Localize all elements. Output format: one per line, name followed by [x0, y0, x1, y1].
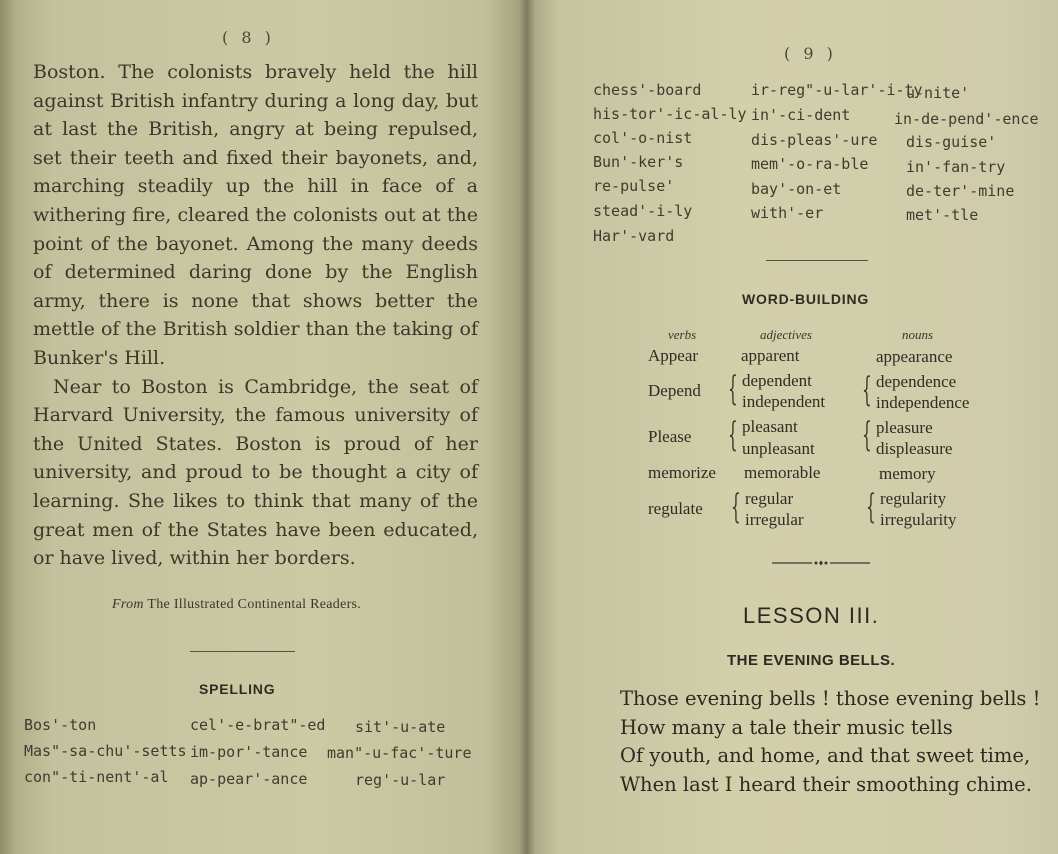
spelling-word: ir-reg"-u-lar'-i-ty — [751, 81, 923, 99]
paragraph: Boston. The colonists bravely held the hill against British infantry during a long day, but at last the British, angry at being repulsed, set their teeth and fixed their bayonets, and, marching steadily up the hill in face of a withering fire, cleared the colonists out at the point of the bayonet. Among the many deeds of determined daring done by the English army, there is none that shows better the mettle of the British soldier than the taking of Bunker's Hill. — [33, 61, 478, 369]
spelling-word: con"-ti-nent'-al — [24, 768, 169, 786]
ornament-divider-icon — [772, 559, 870, 567]
column-header-nouns: nouns — [902, 327, 934, 342]
spelling-word: sit'-u-ate — [355, 718, 446, 736]
brace-icon: { — [728, 415, 738, 455]
spelling-word: Mas"-sa-chu'-setts — [24, 742, 187, 760]
column-header-verbs: verbs — [668, 327, 697, 342]
spelling-word: in'-ci-dent — [751, 106, 851, 124]
adjective: pleasant — [742, 417, 798, 436]
page-number-right: ( 9 ) — [784, 44, 837, 63]
brace-icon: { — [862, 415, 872, 455]
noun: irregularity — [880, 510, 957, 529]
brace-icon: { — [728, 369, 738, 409]
noun: dependence — [876, 372, 957, 391]
source-citation — [112, 597, 361, 613]
spelling-word: mem'-o-ra-ble — [751, 155, 869, 173]
spelling-word: ap-pear'-ance — [190, 770, 308, 788]
poem — [620, 685, 1040, 799]
noun: regularity — [880, 489, 947, 508]
spelling-word: dis-pleas'-ure — [751, 131, 878, 149]
spelling-word: bay'-on-et — [751, 180, 842, 198]
adjective: apparent — [741, 346, 800, 365]
spelling-word: de-ter'-mine — [906, 182, 1015, 200]
source-prefix: From — [112, 597, 144, 612]
brace-icon: { — [731, 487, 741, 527]
spelling-word: in-de-pend'-ence — [894, 110, 1039, 128]
adjective: dependent — [742, 371, 812, 390]
word-building-heading: WORD-BUILDING — [742, 291, 870, 307]
spelling-word: met'-tle — [906, 206, 979, 224]
column-header-adjectives: adjectives — [760, 327, 812, 342]
noun: independence — [876, 393, 970, 412]
poem-line: When last I heard their smoothing chime. — [620, 772, 1032, 796]
adjective: irregular — [745, 510, 804, 529]
noun: memory — [879, 464, 936, 483]
body-text — [33, 58, 478, 573]
divider-rule — [766, 260, 868, 261]
verb: memorize — [648, 463, 716, 482]
adjective: independent — [742, 392, 826, 411]
spelling-word: Bos'-ton — [24, 716, 97, 734]
spelling-word: with'-er — [751, 204, 824, 222]
verb: Please — [648, 427, 692, 446]
spelling-word: cel'-e-brat"-ed — [190, 716, 326, 734]
spelling-word: re-pulse' — [593, 177, 675, 195]
poem-line: How many a tale their music tells — [620, 715, 953, 739]
left-page — [0, 0, 527, 854]
poem-line: Of youth, and home, and that sweet time, — [620, 744, 1031, 767]
right-page — [527, 0, 1058, 854]
source-title: The Illustrated Continental Readers. — [147, 597, 362, 612]
spelling-word: col'-o-nist — [593, 129, 693, 147]
spelling-word: stead'-i-ly — [593, 202, 693, 220]
spelling-word: chess'-board — [593, 81, 702, 99]
spelling-heading: SPELLING — [199, 681, 276, 697]
adjective: memorable — [744, 463, 821, 482]
brace-icon: { — [866, 487, 876, 527]
paragraph: Near to Boston is Cambridge, the seat of Harvard University, the famous university of the United States. Boston is proud of her university, and proud to be thought a city of learning. She likes to think that many of the great men of the States have been educated, or have lived, within her borders. — [33, 375, 478, 570]
adjective: unpleasant — [742, 439, 815, 458]
verb: regulate — [648, 499, 703, 518]
book-gutter — [519, 0, 535, 854]
adjective: regular — [745, 489, 794, 508]
noun: pleasure — [876, 418, 933, 437]
spelling-word: im-por'-tance — [190, 743, 308, 761]
noun: appearance — [876, 347, 953, 366]
spelling-word: Bun'-ker's — [593, 153, 684, 171]
spelling-word: man"-u-fac'-ture — [327, 744, 472, 762]
page-number-left: ( 8 ) — [222, 28, 275, 47]
noun: displeasure — [876, 439, 953, 458]
spelling-word: Har'-vard — [593, 227, 675, 245]
spelling-word: u-nite' — [906, 84, 970, 102]
spelling-word: reg'-u-lar — [355, 771, 446, 789]
verb: Depend — [648, 381, 701, 400]
spelling-word: dis-guise' — [906, 133, 997, 151]
spelling-word: his-tor'-ic-al-ly — [593, 105, 747, 123]
divider-rule — [190, 651, 295, 652]
lesson-title: LESSON III. — [743, 603, 880, 628]
brace-icon: { — [862, 370, 872, 410]
spelling-word: in'-fan-try — [906, 158, 1006, 176]
poem-line: Those evening bells ! those evening bells ! — [620, 687, 1041, 710]
poem-title: THE EVENING BELLS. — [727, 652, 896, 669]
verb: Appear — [648, 346, 699, 365]
